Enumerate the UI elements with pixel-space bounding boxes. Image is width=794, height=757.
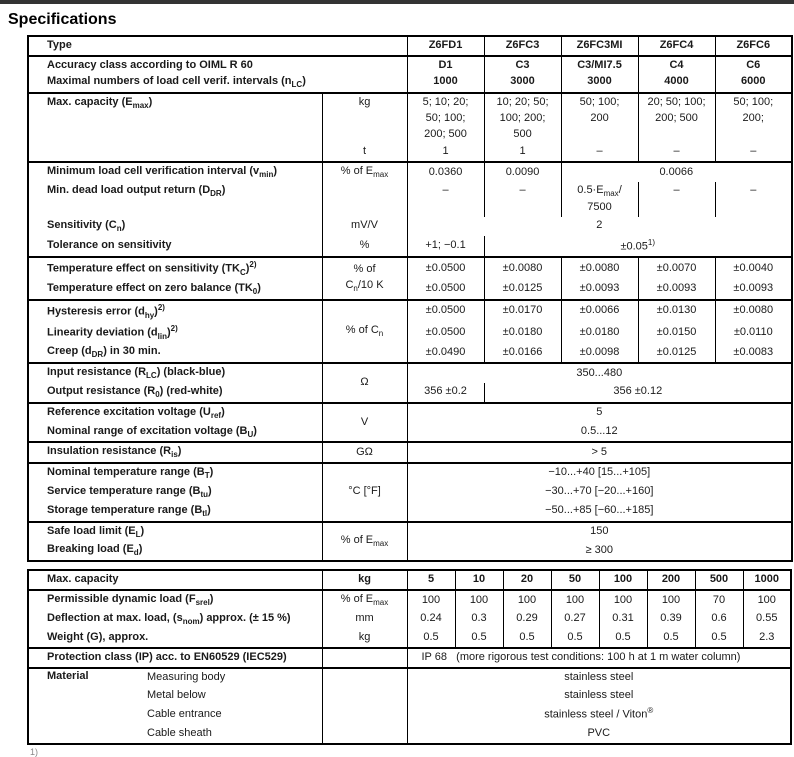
linearity-value: ±0.0180 [484,322,561,343]
weight-value: 0.5 [695,629,743,648]
tolerance-label: Tolerance on sensitivity [28,236,322,258]
unit-gohm: GΩ [322,442,407,463]
ddr-label: Min. dead load output return $(D_{DR})$ [28,182,322,217]
row-bu [28,423,792,443]
bu-label: Nominal range of excitation voltage $(B_U)$ [28,423,322,443]
row-sensitivity [28,217,792,236]
capacity-col: 1000 [743,570,791,590]
capacity-col: 200 [647,570,695,590]
row-tk0 [28,280,792,300]
row-material-metal-below [28,687,791,705]
deflection-value: 0.27 [551,610,599,629]
material-item-name: Measuring body [147,670,226,683]
accuracy-label: Accuracy class according to OIML R 60 Maximal numbers of load cell verif. intervals $(n_{LC})$ [28,56,407,93]
input-resistance-value: 350...480 [407,363,792,383]
output-resistance-value: 356 ±0.2 [407,383,484,403]
btl-label: Storage temperature range $(B_{tl})$ [28,502,322,522]
type-z6fd1: Z6FD1 [407,36,484,56]
capacity-kg-value: 50; 100; 200; [715,93,792,144]
safe-load-label: Safe load limit $(E_L)$ [28,522,322,542]
vmin-value: 0.0360 [407,162,484,182]
creep-value: ±0.0166 [484,343,561,363]
specifications-table-mechanical [27,569,792,745]
capacity-col: 10 [455,570,503,590]
footnote-marker: 1) [30,746,39,757]
capacity-t-value: 1 [484,143,561,162]
weight-value: 0.5 [503,629,551,648]
creep-value: ±0.0098 [561,343,638,363]
unit-v: V [322,403,407,443]
creep-value: ±0.0490 [407,343,484,363]
row-material-measuring-body [28,668,791,687]
capacity-col: 500 [695,570,743,590]
capacity-kg-value: 20; 50; 100; 200; 500 [638,93,715,144]
hysteresis-label: Hysteresis error $(d_{hy})^{2)}$ [28,300,322,322]
safe-load-value: 150 [407,522,792,542]
type-z6fc3: Z6FC3 [484,36,561,56]
creep-value: ±0.0083 [715,343,792,363]
deflection-value: 0.55 [743,610,791,629]
weight-value: 0.5 [407,629,455,648]
row-linearity [28,322,792,343]
capacity-t-value: – [715,143,792,162]
creep-value: ±0.0125 [638,343,715,363]
tk0-value: ±0.0093 [638,280,715,300]
hysteresis-value: ±0.0080 [715,300,792,322]
protection-class-label: Protection class (IP) acc. to EN60529 (IEC529) [28,648,322,668]
dynamic-load-value: 100 [503,590,551,610]
type-label: Type [28,36,407,56]
bt-value: −10...+40 [15...+105] [407,463,792,483]
weight-value: 0.5 [599,629,647,648]
dynamic-load-value: 100 [647,590,695,610]
weight-value: 0.5 [455,629,503,648]
hysteresis-value: ±0.0066 [561,300,638,322]
unit-kg: kg [322,570,407,590]
material-item-value: stainless steel [407,668,791,687]
unit-pct: % [322,236,407,258]
weight-value: 0.5 [647,629,695,648]
capacity-kg-value: 5; 10; 20; 50; 100; 200; 500 [407,93,484,144]
tolerance-value: +1; −0.1 [407,236,484,258]
row-btl [28,502,792,522]
deflection-label: Deflection at max. load, $(s_{nom})$ approx. (± 15 %) [28,610,322,629]
type-z6fc4: Z6FC4 [638,36,715,56]
output-resistance-label: Output resistance $(R_0)$ (red-white) [28,383,322,403]
sensitivity-value: 2 [407,217,792,236]
ddr-value: $0.5\cdot E_{max}/$ 7500 [561,182,638,217]
row-creep [28,343,792,363]
accuracy-value: D1 1000 [407,56,484,93]
linearity-label: Linearity deviation $(d_{lin})^{2)}$ [28,322,322,343]
page-top-rule [0,0,794,4]
unit-pct-cn10k: % of $C_n/10$ K [322,257,407,299]
row-protection-class [28,648,791,668]
vmin-label: Minimum load cell verification interval $(v_{min})$ [28,162,322,182]
type-z6fc3mi: Z6FC3MI [561,36,638,56]
ddr-value: – [484,182,561,217]
tk0-value: ±0.0500 [407,280,484,300]
table-separator [0,562,794,569]
accuracy-value: C3 3000 [484,56,561,93]
tkc-label: Temperature effect on sensitivity $(TK_C)^{2)}$ [28,257,322,279]
material-label [28,668,322,687]
hysteresis-value: ±0.0130 [638,300,715,322]
linearity-value: ±0.0180 [561,322,638,343]
tk0-value: ±0.0093 [715,280,792,300]
hysteresis-value: ±0.0500 [407,300,484,322]
dynamic-load-value: 100 [407,590,455,610]
row-input-resistance [28,363,792,383]
page-title: Specifications [8,11,117,28]
accuracy-value: C4 4000 [638,56,715,93]
row-dynamic-load [28,590,791,610]
row-ddr [28,182,792,217]
specifications-table-main [27,35,793,562]
deflection-value: 0.6 [695,610,743,629]
capacity-col: 20 [503,570,551,590]
hysteresis-value: ±0.0170 [484,300,561,322]
row-capacity-header [28,570,791,590]
material-item-name: Metal below [147,688,206,701]
btu-label: Service temperature range $(B_{tu})$ [28,483,322,502]
breaking-load-value: ≥ 300 [407,541,792,561]
row-material-cable-sheath [28,725,791,744]
material-item-value: stainless steel / Viton® [407,704,791,725]
weight-value: 0.5 [551,629,599,648]
capacity-col: 5 [407,570,455,590]
material-item-value: stainless steel [407,687,791,705]
material-item-name: Cable sheath [147,727,212,740]
unit-t: t [322,143,407,162]
capacity-kg-value: 50; 100; 200 [561,93,638,144]
deflection-value: 0.39 [647,610,695,629]
capacity-t-value: – [561,143,638,162]
tolerance-value-span: $\pm 0.05^{1)}$ [484,236,792,258]
row-deflection [28,610,791,629]
row-bt [28,463,792,483]
row-hysteresis [28,300,792,322]
insulation-label: Insulation resistance $(R_{is})$ [28,442,322,463]
output-resistance-value-span: 356 ±0.12 [484,383,792,403]
unit-mm: mm [322,610,407,629]
deflection-value: 0.31 [599,610,647,629]
dynamic-load-label: Permissible dynamic load $(F_{srel})$ [28,590,322,610]
row-insulation [28,442,792,463]
capacity-t-value: – [638,143,715,162]
material-item-value: PVC [407,725,791,744]
row-breaking-load [28,541,792,561]
unit-pct-cn: % of $C_n$ [322,300,407,364]
accuracy-value: C3/MI7.5 3000 [561,56,638,93]
ddr-value: – [638,182,715,217]
insulation-value: > 5 [407,442,792,463]
row-accuracy-intervals [28,56,792,93]
tkc-value: ±0.0070 [638,257,715,279]
row-output-resistance [28,383,792,403]
unit-kg: kg [322,93,407,144]
tk0-value: ±0.0093 [561,280,638,300]
tkc-value: ±0.0500 [407,257,484,279]
capacity-col: 100 [599,570,647,590]
sensitivity-label: Sensitivity $(C_n)$ [28,217,322,236]
tkc-value: ±0.0080 [484,257,561,279]
vmin-value: 0.0090 [484,162,561,182]
uref-value: 5 [407,403,792,423]
row-btu [28,483,792,502]
material-item-name: Cable entrance [147,707,222,720]
vmin-value-span: 0.0066 [561,162,792,182]
row-type [28,36,792,56]
row-vmin [28,162,792,182]
row-material-cable-entrance [28,704,791,725]
dynamic-load-value: 100 [551,590,599,610]
unit-ohm: Ω [322,363,407,403]
max-capacity-label: Max. capacity $(E_{max})$ [28,93,322,163]
row-max-capacity-kg [28,93,792,144]
tkc-value: ±0.0040 [715,257,792,279]
unit-mvv: mV/V [322,217,407,236]
btl-value: −50...+85 [−60...+185] [407,502,792,522]
linearity-value: ±0.0500 [407,322,484,343]
material-heading: Material [47,669,89,682]
input-resistance-label: Input resistance $(R_{LC})$ (black-blue) [28,363,322,383]
creep-label: Creep $(d_{DR})$ in 30 min. [28,343,322,363]
capacity-kg-value: 10; 20; 50; 100; 200; 500 [484,93,561,144]
tkc-value: ±0.0080 [561,257,638,279]
capacity-header-label: Max. capacity [28,570,322,590]
unit-pct-emax: % of $E_{max}$ [322,162,407,182]
row-tkc [28,257,792,279]
unit-kg: kg [322,629,407,648]
deflection-value: 0.29 [503,610,551,629]
row-weight [28,629,791,648]
ddr-value: – [407,182,484,217]
breaking-load-label: Breaking load $(E_d)$ [28,541,322,561]
dynamic-load-value: 100 [455,590,503,610]
unit-pct-emax: % of $E_{max}$ [322,590,407,610]
deflection-value: 0.3 [455,610,503,629]
accuracy-value: C6 6000 [715,56,792,93]
unit-pct-emax: % of $E_{max}$ [322,522,407,562]
row-uref [28,403,792,423]
linearity-value: ±0.0150 [638,322,715,343]
btu-value: −30...+70 [−20...+160] [407,483,792,502]
linearity-value: ±0.0110 [715,322,792,343]
row-tolerance [28,236,792,258]
weight-label: Weight (G), approx. [28,629,322,648]
weight-value: 2.3 [743,629,791,648]
capacity-t-value: 1 [407,143,484,162]
bt-label: Nominal temperature range $(B_T)$ [28,463,322,483]
protection-class-value: IP 68 (more rigorous test conditions: 100 h at 1 m water column) [407,648,791,668]
deflection-value: 0.24 [407,610,455,629]
bu-value: 0.5...12 [407,423,792,443]
uref-label: Reference excitation voltage $(U_{ref})$ [28,403,322,423]
dynamic-load-value: 100 [599,590,647,610]
dynamic-load-value: 70 [695,590,743,610]
ddr-value: – [715,182,792,217]
capacity-col: 50 [551,570,599,590]
tk0-value: ±0.0125 [484,280,561,300]
unit-degc-degf: °C [°F] [322,463,407,522]
type-z6fc6: Z6FC6 [715,36,792,56]
row-safe-load [28,522,792,542]
tk0-label: Temperature effect on zero balance $(TK_0)$ [28,280,322,300]
dynamic-load-value: 100 [743,590,791,610]
